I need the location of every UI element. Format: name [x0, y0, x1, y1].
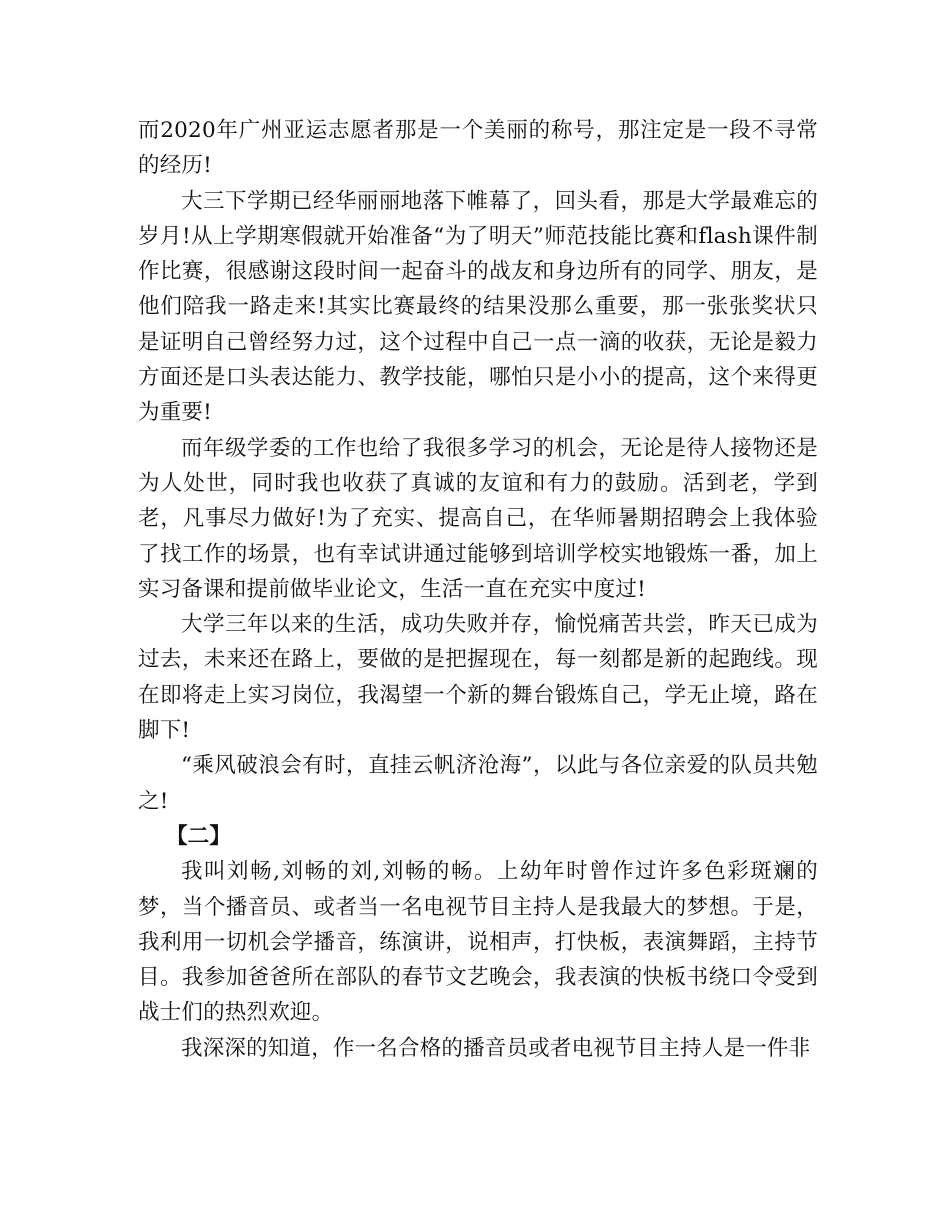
paragraph-junior-year: 大三下学期已经华丽丽地落下帷幕了，回头看，那是大学最难忘的岁月!从上学期寒假就开始准备“为了明天”师范技能比赛和flash课件制作比赛，很感谢这段时间一起奋斗的战友和身边所有的同学、朋友，是他们陪我一路走来!其实比赛最终的结果没那么重要，那一张张奖状只是证明自己曾经努力过，这个过程中自己一点一滴的收获，无论是毅力方面还是口头表达能力、教学技能，哪怕只是小小的提高，这个来得更为重要! [138, 188, 818, 426]
paragraph-broadcaster: 我深深的知道，作一名合格的播音员或者电视节目主持人是一件非 [181, 1035, 811, 1061]
paragraph-asian-games-volunteer: 而2020年广州亚运志愿者那是一个美丽的称号，那注定是一段不寻常的经历! [138, 118, 818, 179]
document-body [138, 113, 818, 1066]
paragraph-introduction: 我叫刘畅,刘畅的刘,刘畅的畅。上幼年时曾作过许多色彩斑斓的梦，当个播音员、或者当一名电视节目主持人是我最大的梦想。于是，我利用一切机会学播音，练演讲，说相声，打快板，表演舞蹈，主持节目。我参加爸爸所在部队的春节文艺晚会，我表演的快板书绕口令受到战士们的热烈欢迎。 [138, 859, 818, 1026]
paragraph-three-years: 大学三年以来的生活，成功失败并存，愉悦痛苦共尝，昨天已成为过去，未来还在路上，要做的是把握现在，每一刻都是新的起跑线。现在即将走上实习岗位，我渴望一个新的舞台锻炼自己，学无止境，路在脚下! [138, 612, 818, 744]
section-heading: 【二】 [165, 823, 232, 849]
paragraph-closing-quote: “乘风破浪会有时，直挂云帆济沧海”，以此与各位亲爱的队员共勉之! [138, 753, 818, 814]
paragraph-study-committee: 而年级学委的工作也给了我很多学习的机会，无论是待人接物还是为人处世，同时我也收获了真诚的友谊和有力的鼓励。活到老，学到老，凡事尽力做好!为了充实、提高自己，在华师暑期招聘会上我体验了找工作的场景，也有幸试讲通过能够到培训学校实地锻炼一番，加上实习备课和提前做毕业论文，生活一直在充实中度过! [138, 435, 818, 602]
